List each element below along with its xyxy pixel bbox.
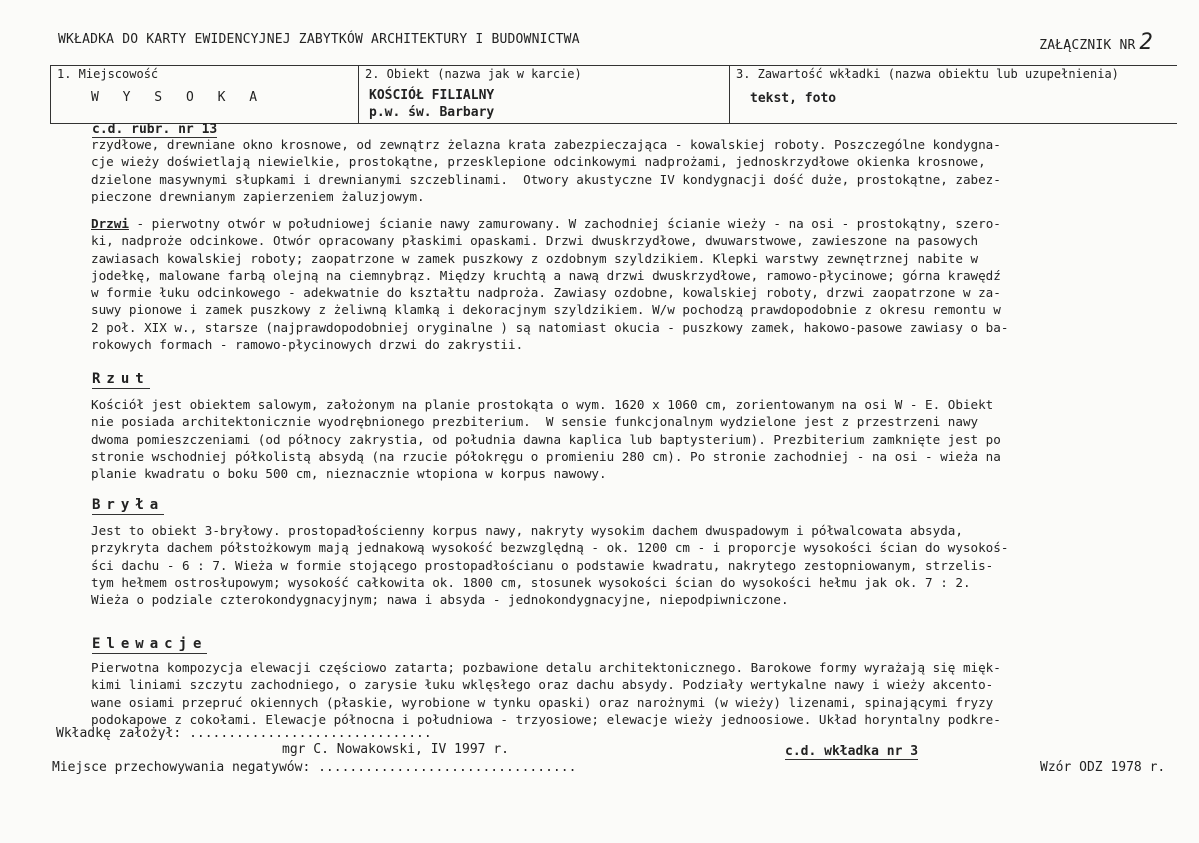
plan-paragraph bbox=[91, 396, 1121, 482]
text-line: Wieża o podziale czterokondygnacyjnym; nawa i absyda - jednokondygnacyjne, niepodpiwniczone. bbox=[91, 592, 789, 608]
text-line: dwoma pomieszczeniami (od północy zakrystia, od południa dawna kaplica lub baptysterium). Prezbiterium zamknięte jest po bbox=[91, 431, 1001, 447]
text-line: Kościół jest obiektem salowym, założonym na planie prostokąta o wym. 1620 x 1060 cm, zorientowanym na osi W - E. Obiekt bbox=[91, 397, 994, 412]
plan-heading: Rzut bbox=[92, 371, 150, 387]
elevations-heading: Elewacje bbox=[92, 636, 208, 652]
text-line: 2 poł. XIX w., starsze (najprawdopodobniej oryginalne ) są natomiast okucia - puszkowy zamek, hakowo-pasowe zawiasy o ba- bbox=[91, 319, 1009, 335]
text-line: nie posiada architektonicznie wyodrębnionego prezbiterium. W sensie funkcjonalnym wydzielone jest z przestrzeni nawy bbox=[91, 414, 979, 430]
text-line: cje wieży doświetlają niewielkie, prostokątne, przesklepione odcinkowymi nadprożami, jednoskrzydłowe okienka krosnowe, bbox=[91, 154, 986, 170]
text-line: podokapowe z cokołami. Elewacje północna i południowa - trzyosiowe; elewacje wieży jednoosiowe. Układ horyntalny podkre- bbox=[91, 711, 1001, 727]
mass-heading: Bryła bbox=[92, 497, 165, 513]
attachment-number: 2 bbox=[1139, 30, 1153, 55]
text-line: rzydłowe, drewniane okno krosnowe, od zewnątrz żelazna krata zabezpieczająca - kowalskiej roboty. Poszczególne kondygna- bbox=[91, 137, 1001, 152]
object-cell bbox=[358, 66, 730, 123]
text-line: pieczone drewnianym zapierzeniem żaluzjowym. bbox=[91, 188, 425, 204]
doors-heading: Drzwi bbox=[91, 216, 129, 231]
object-value-line2: p.w. św. Barbary bbox=[369, 105, 495, 120]
intro-paragraph bbox=[91, 136, 1121, 205]
elevations-paragraph bbox=[91, 659, 1121, 728]
text-line: w formie łuku odcinkowego - adekwatnie do kształtu nadproża. Zawiasy ozdobne, kowalskiej roboty, drzwi zaopatrzone w za- bbox=[91, 285, 1001, 301]
object-value-line1: KOŚCIÓŁ FILIALNY bbox=[369, 88, 495, 103]
content-cell bbox=[729, 66, 1178, 123]
text-line: planie kwadratu o boku 500 cm, nieznacznie wtopiona w korpus nawowy. bbox=[91, 466, 607, 482]
author-line: mgr C. Nowakowski, IV 1997 r. bbox=[282, 742, 509, 757]
installed-by-label: Wkładkę założył: bbox=[56, 726, 182, 741]
text-line: Pierwotna kompozycja elewacji częściowo zatarta; pozbawione detalu architektonicznego. Barokowe formy wyrażają się mięk- bbox=[91, 660, 1001, 675]
attachment-label bbox=[1039, 30, 1153, 55]
attachment-label-text: ZAŁĄCZNIK NR bbox=[1039, 38, 1136, 53]
locality-label: 1. Miejscowość bbox=[57, 67, 159, 81]
next-insert-note: c.d. wkładka nr 3 bbox=[785, 744, 919, 759]
text-line: ści dachu - 6 : 7. Wieża w formie stojącego prostopadłościanu o podstawie kwadratu, nakrytego zestopniowanym, strzelis- bbox=[91, 557, 994, 573]
text-line: dzielone masywnymi słupkami i drewnianymi szczeblinami. Otwory akustyczne IV kondygnacji dość duże, prostokątne, zabez- bbox=[91, 171, 1001, 187]
template-version: Wzór ODZ 1978 r. bbox=[1040, 760, 1166, 775]
mass-paragraph bbox=[91, 522, 1121, 608]
text-line: rokowych formach - ramowo-płycinowych drzwi do zakrystii. bbox=[91, 337, 524, 353]
text-line: ki, nadproże odcinkowe. Otwór opracowany płaskimi opaskami. Drzwi dwuskrzydłowe, dwuwarstwowe, zawieszone na pasowych bbox=[91, 233, 979, 249]
text-line: kimi liniami szczytu zachodniego, o zarysie łuku wklęsłego oraz dachu absydy. Podziały wertykalne nawy i wieży akcento- bbox=[91, 677, 994, 693]
text-line: Jest to obiekt 3-bryłowy. prostopadłościenny korpus nawy, nakryty wysokim dachem dwuspadowym i półwalcowata absyda, bbox=[91, 523, 963, 538]
text-line: suwy pionowe i zamek puszkowy z żeliwną klamką i dekoracjnym szyldzikiem. W/w pochodzą prawdopodobnie z okresu remontu w bbox=[91, 302, 1001, 318]
locality-value: W Y S O K A bbox=[91, 90, 266, 105]
text-line: tym hełmem ostrosłupowym; wysokość całkowita ok. 1800 cm, stosunek wysokości ścian do wysokości hełmu jak ok. 7 : 2. bbox=[91, 574, 971, 590]
content-value: tekst, foto bbox=[750, 91, 837, 106]
object-label: 2. Obiekt (nazwa jak w karcie) bbox=[365, 67, 582, 81]
continuation-note: c.d. rubr. nr 13 bbox=[92, 122, 218, 137]
negatives-dots: ................................. bbox=[318, 760, 577, 775]
text-line: wane osiami przepruć okiennych (płaskie, wyrobione w tynku opaski) oraz narożnymi (w wieży) lizenami, spinającymi fryzy bbox=[91, 694, 994, 710]
doors-paragraph bbox=[91, 215, 1121, 353]
locality-cell bbox=[50, 66, 359, 123]
form-title: WKŁADKA DO KARTY EWIDENCYJNEJ ZABYTKÓW ARCHITEKTURY I BUDOWNICTWA bbox=[58, 32, 580, 47]
installed-by-dots: ............................... bbox=[189, 726, 432, 741]
negatives-location bbox=[52, 760, 576, 775]
negatives-label: Miejsce przechowywania negatywów: bbox=[52, 760, 311, 775]
installed-by bbox=[56, 726, 432, 741]
text-line: zawiasach kowalskiej roboty; zaopatrzone w zamek puszkowy z ozdobnym szyldzikiem. Klepki warstwy zewnętrznej nabite w bbox=[91, 250, 979, 266]
header-fields-table bbox=[50, 65, 1177, 124]
text-line: - pierwotny otwór w południowej ścianie nawy zamurowany. W zachodniej ścianie wieży - na osi - prostokątny, szero- bbox=[128, 216, 1001, 231]
text-line: jodełkę, malowane farbą olejną na ciemnybrąz. Między kruchtą a nawą drzwi dwuskrzydłowe, ramowo-płycinowe; górna krawędź bbox=[91, 267, 1001, 283]
content-label: 3. Zawartość wkładki (nazwa obiektu lub uzupełnienia) bbox=[736, 67, 1119, 81]
text-line: stronie wschodniej półkolistą absydą (na rzucie półokręgu o promieniu 280 cm). Po stronie zachodniej - na osi - wieża na bbox=[91, 448, 1001, 464]
text-line: przykryta dachem półstożkowym mają jednakową wysokość bezwzględną - ok. 1200 cm - i proporcje wysokości ścian do wysokoś- bbox=[91, 540, 1009, 556]
